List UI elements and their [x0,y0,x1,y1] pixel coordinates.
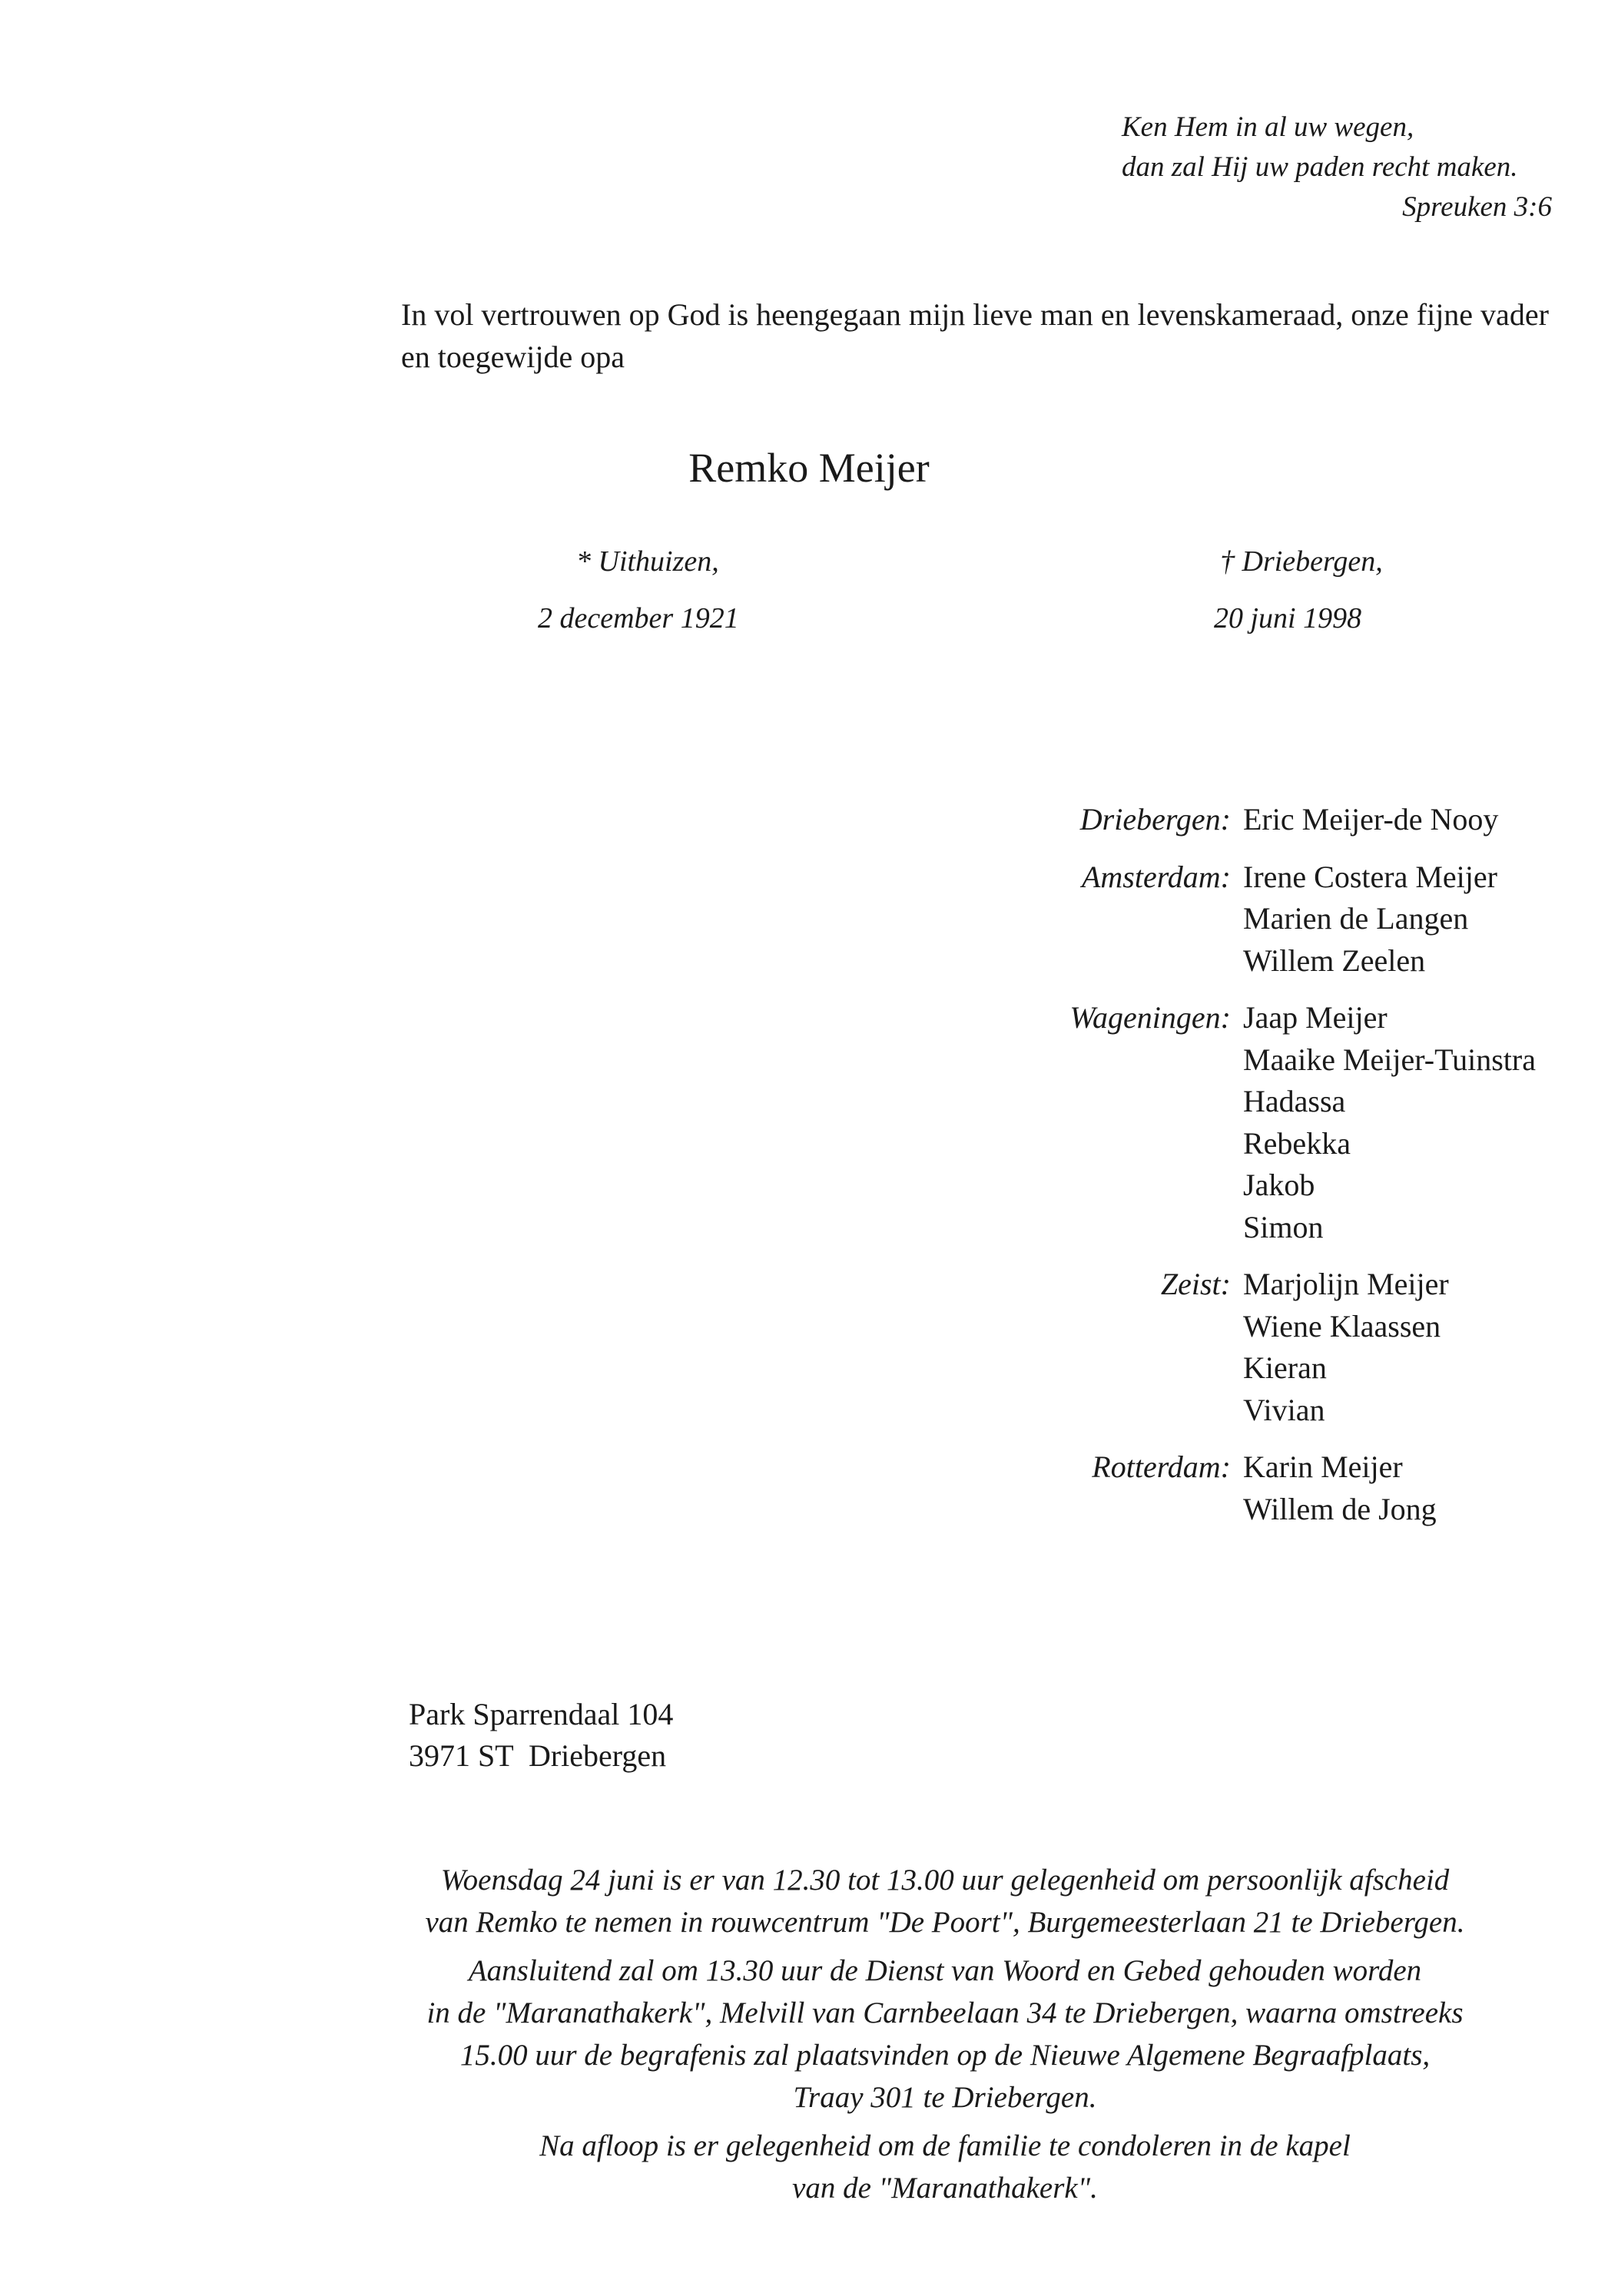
ceremony-info [330,1859,1560,2215]
ceremony-paragraph [330,1950,1560,2119]
ceremony-line: 15.00 uur de begrafenis zal plaatsvinden op de Nieuwe Algemene Begraafplaats, [459,2039,1431,2072]
family-names [1243,856,1552,982]
verse-line: dan zal Hij uw paden recht maken. [1122,151,1518,183]
family-group [999,1264,1552,1431]
ceremony-line: Na afloop is er gelegenheid om de familie te condoleren in de kapel [539,2129,1351,2162]
family-member: Willem Zeelen [1243,943,1426,978]
family-group [999,997,1552,1248]
family-member: Rebekka [1243,1125,1351,1161]
address-street: Park Sparrendaal 104 [409,1697,674,1731]
family-group [999,1446,1552,1530]
family-place: Rotterdam: [1092,1449,1231,1484]
verse-reference: Spreuken 3:6 [1402,191,1552,223]
verse-line: Ken Hem in al uw wegen, [1122,111,1414,143]
ceremony-paragraph [330,1859,1560,1943]
birth-place: * Uithuizen, [576,545,719,578]
death-date: 20 juni 1998 [1214,602,1362,634]
death-info [1214,533,1490,647]
family-place: Amsterdam: [1081,859,1231,894]
ceremony-line: van Remko te nemen in rouwcentrum "De Poort", Burgemeesterlaan 21 te Driebergen. [425,1906,1465,1939]
family-member: Irene Costera Meijer [1243,859,1497,894]
family-names [1243,799,1552,841]
family-member: Willem de Jong [1243,1491,1437,1526]
family-place: Driebergen: [1079,802,1231,837]
address [409,1694,673,1777]
family-names [1243,1446,1552,1530]
family-names [1243,997,1552,1248]
ceremony-line: Aansluitend zal om 13.30 uur de Dienst van Woord en Gebed gehouden worden [468,1954,1422,1987]
family-member: Marien de Langen [1243,901,1469,936]
intro-text: In vol vertrouwen op God is heengegaan mijn lieve man en levenskameraad, onze fijne vader en toegewijde opa [401,297,1549,374]
ceremony-line: Traay 301 te Driebergen. [793,2081,1097,2114]
family-member: Eric Meijer-de Nooy [1243,802,1499,837]
family-member: Marjolijn Meijer [1243,1267,1449,1301]
family-member: Hadassa [1243,1084,1346,1118]
family-member: Maaike Meijer-Tuinstra [1243,1042,1536,1077]
ceremony-line: in de "Maranathakerk", Melvill van Carnbeelaan 34 te Driebergen, waarna omstreeks [426,1996,1464,2029]
family-member: Karin Meijer [1243,1449,1403,1484]
family-member: Wiene Klaassen [1243,1308,1441,1343]
family-member: Vivian [1243,1392,1325,1427]
family-group [999,799,1552,841]
ceremony-line: Woensdag 24 juni is er van 12.30 tot 13.00 uur gelegenheid om persoonlijk afscheid [440,1864,1450,1897]
birth-date: 2 december 1921 [538,602,739,634]
ceremony-line: van de "Maranathakerk". [792,2172,1098,2205]
bible-verse [1122,108,1552,227]
family-names [1243,1264,1552,1431]
family-place: Wageningen: [1069,1000,1231,1035]
deceased-name: Remko Meijer [688,445,930,491]
address-city: 3971 ST Driebergen [409,1738,667,1773]
ceremony-paragraph [330,2125,1560,2209]
death-place: † Driebergen, [1220,545,1383,578]
family-group [999,856,1552,982]
family-member: Jaap Meijer [1243,1000,1388,1035]
birth-info [538,533,799,647]
family-list [999,799,1552,1546]
family-member: Jakob [1243,1168,1315,1202]
family-member: Simon [1243,1209,1324,1244]
family-member: Kieran [1243,1350,1327,1385]
family-place: Zeist: [1160,1267,1231,1301]
